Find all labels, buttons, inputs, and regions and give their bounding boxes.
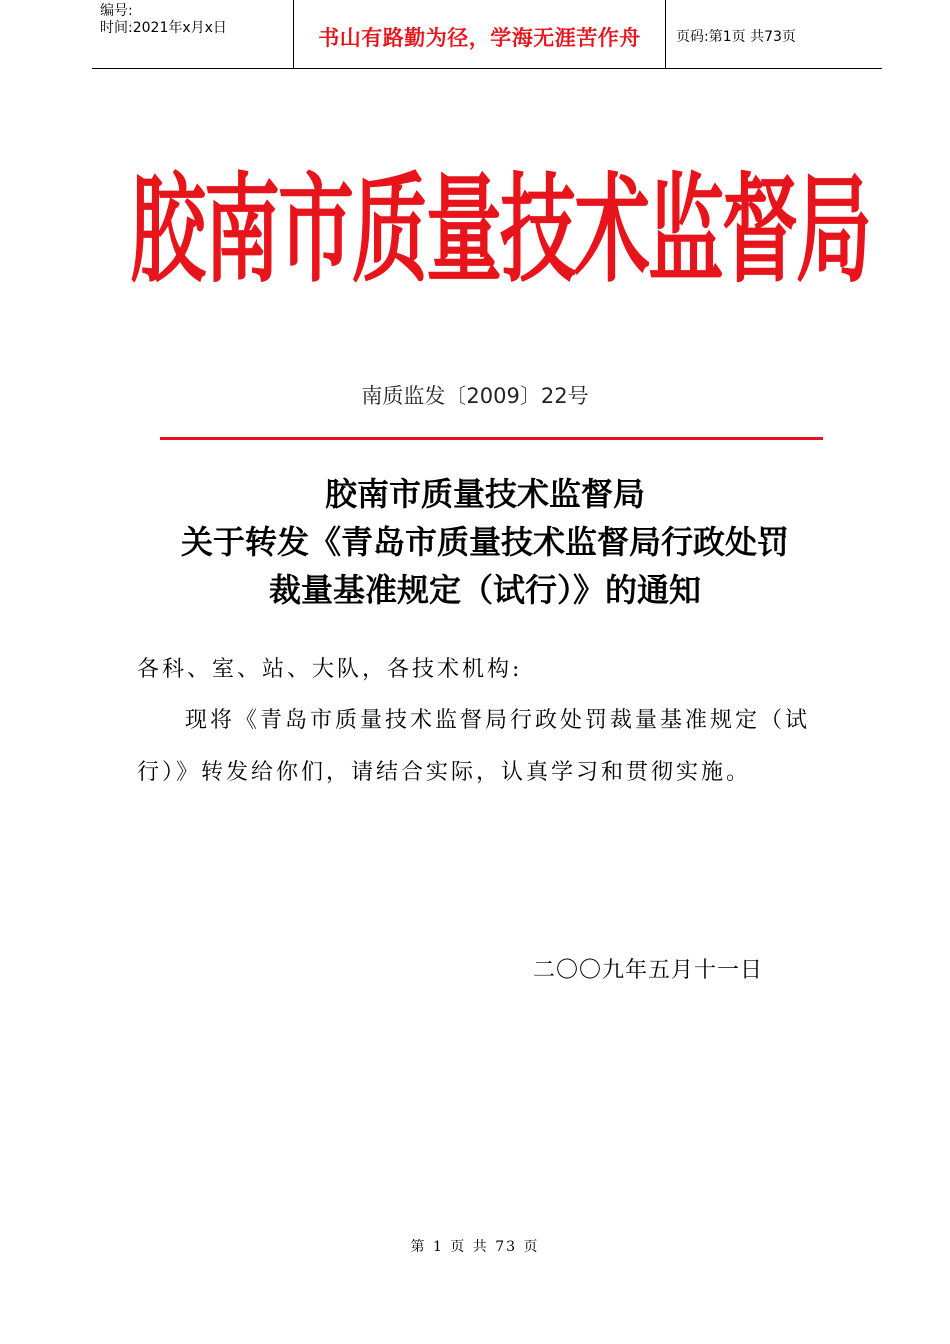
- title-line-1: 胶南市质量技术监督局: [324, 475, 645, 513]
- header-page-label: 页码:第1页 共73页: [676, 29, 796, 45]
- page-header: [92, 0, 882, 69]
- title-line-2: 关于转发《青岛市质量技术监督局行政处罚: [180, 523, 789, 561]
- page-footer: 第 1 页 共 73 页: [410, 1239, 540, 1255]
- red-divider: [160, 437, 823, 440]
- salutation: 各科、室、站、大队，各技术机构:: [137, 657, 523, 682]
- body-paragraph-line-2: 行）》转发给你们，请结合实际，认真学习和贯彻实施。: [137, 760, 752, 785]
- document-number: 南质监发〔2009〕22号: [361, 384, 589, 408]
- header-motto: 书山有路勤为径，学海无涯苦作舟: [293, 0, 666, 68]
- header-number-label: 编号:: [100, 3, 133, 19]
- document-title: [0, 470, 950, 614]
- header-meta: [92, 0, 293, 68]
- header-time-label: 时间:2021年x月x日: [100, 20, 227, 36]
- agency-banner: 胶南市质量技术监督局: [130, 160, 870, 299]
- title-line-3: 裁量基准规定（试行）》的通知: [268, 571, 701, 609]
- document-date: 二〇〇九年五月十一日: [533, 958, 764, 983]
- body-paragraph-line-1: 现将《青岛市质量技术监督局行政处罚裁量基准规定（试: [185, 708, 811, 733]
